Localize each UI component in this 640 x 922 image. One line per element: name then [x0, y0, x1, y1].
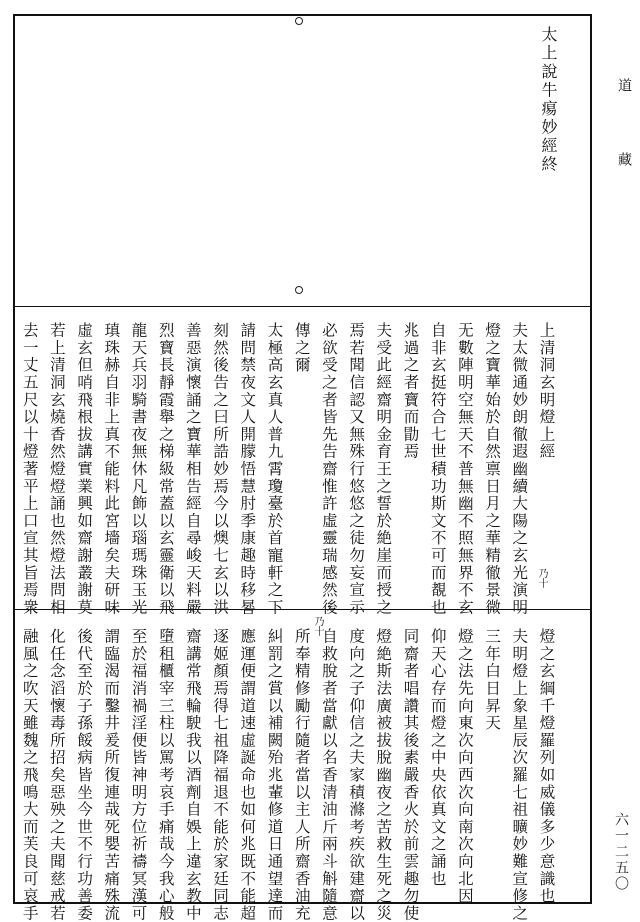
scripture-line: 善惡演懷誦之寶華相告經自尋峻天料嚴: [183, 322, 202, 617]
scripture-line: 瑱珠赫自非上真不能料此宮墻矣夫研味: [102, 322, 121, 617]
scripture-line: 謂臨渴而鑿井爰所復連哉死嬰苦痛殊流: [102, 628, 121, 922]
scripture-line: 兆過之者寶而勖焉: [401, 322, 420, 461]
scripture-line: 至於福消禍淫便皆神明方位祈禱冥漢可: [129, 628, 148, 922]
scripture-line: 化任念滔懷毒所招矣惡殃之夫聞慈戒若: [47, 628, 66, 922]
closing-title: 太上說牛痬妙經終: [539, 26, 558, 174]
scripture-line: 仰天心存而燈之中央依真文之誦也: [428, 628, 447, 888]
folio-marker: 乃十: [536, 568, 547, 588]
scripture-line: 焉若聞信認又無殊行悠悠之徒勿妄宣示: [347, 322, 366, 617]
scripture-line: 燈之玄綱千燈羅列如威儀多少意識也: [537, 628, 556, 905]
scripture-line: 烈寶長靜霞舉之梯級常蓋以玄靈衛以飛: [156, 322, 175, 617]
scripture-line: 若上清洞玄燒香然燈燈誦也然燈法問相: [47, 322, 66, 617]
scripture-line: 齋講常飛輪駛我以酒劑自娛上違玄教中: [183, 628, 202, 922]
scripture-line: 逐姬顏焉得七祖降福退不能於家廷同志: [211, 628, 230, 922]
page-number: 六一二五〇: [613, 812, 629, 892]
scripture-line: 自救脫者當獻以名香清油斤兩斗斛隨意: [319, 628, 338, 922]
scripture-line: 傳之爾: [292, 322, 311, 374]
scripture-line: 夫明燈上象星辰次羅七祖曠妙難宣修之: [510, 628, 529, 922]
binding-hole-top: [295, 17, 303, 25]
scripture-line: 龍天兵羽騎書夜無休凡飾以瑙瑪珠玉光: [129, 322, 148, 617]
scripture-line: 自非玄挺符合七世積功斯文不可而覩也: [428, 322, 447, 617]
scripture-line: 无數陣明空無天不普無幽不照無界不玄: [455, 322, 474, 617]
scripture-line: 三年白日昇天: [483, 628, 502, 732]
margin-label-zang: 藏: [616, 152, 632, 166]
scripture-line: 刻然後告之曰所誥妙焉今以燠七玄以洪: [211, 322, 230, 617]
panel-divider-top: [13, 306, 592, 307]
scripture-line: 後代至於子孫餒病皆坐今世不行功善委: [75, 628, 94, 922]
folio-marker: 乃十: [312, 616, 323, 636]
scripture-line: 燈絶斯法廣被拔脫幽夜之苦救生死之災: [374, 628, 393, 922]
scripture-line: 墮租櫃宰三柱以罵考哀手痛哉今我心般: [156, 628, 175, 922]
scripture-line: 度向之子仰信之夫家積滌考疾欲建齋以: [347, 628, 366, 922]
scripture-line: 應運便謂道速虛誕命也如何兆既不能超: [238, 628, 257, 922]
scripture-line: 燈之法先向東次向西次向南次向北因: [455, 628, 474, 905]
scripture-line: 燈之寶華始於自然禀日月之華精徹景微: [483, 322, 502, 617]
scripture-line: 融風之吹天雖魏之飛鳴大而芙良可哀手: [20, 628, 39, 922]
scripture-line: 虛玄但哨飛根拔講實業興如齋謝叢謝莫: [75, 322, 94, 617]
panel-divider-bottom: [13, 609, 592, 610]
scripture-line: 請問禁夜文人開朦悟慧肘季康趣時移晷: [238, 322, 257, 617]
scripture-line: 同齋者唱讚其後素嚴香火於前雲趣勿使: [401, 628, 420, 922]
scripture-line: 糾罰之賞以補闕殆兆輩修道日通望達而: [265, 628, 284, 922]
scripture-line: 必欲受之者皆先告齋惟許虛靈瑞感然後: [319, 322, 338, 617]
scripture-line: 所奉精修勵行隨者當以主人所齋香油充: [292, 628, 311, 922]
scripture-line: 夫太微通妙朗徹遐幽續大陽之玄光演明: [510, 322, 529, 617]
scripture-line: 上清洞玄明燈上經: [537, 322, 556, 461]
scripture-line: 夫受此經齋明金育王之誓於絶崖而授之: [374, 322, 393, 617]
margin-label-dao: 道: [616, 78, 632, 92]
scripture-line: 去一丈五尺以十燈著平上口宣其旨焉衆: [20, 322, 39, 617]
scripture-line: 太極高玄真人普九霄瓊臺於首寵軒之下: [265, 322, 284, 617]
binding-hole-bottom: [295, 286, 303, 294]
